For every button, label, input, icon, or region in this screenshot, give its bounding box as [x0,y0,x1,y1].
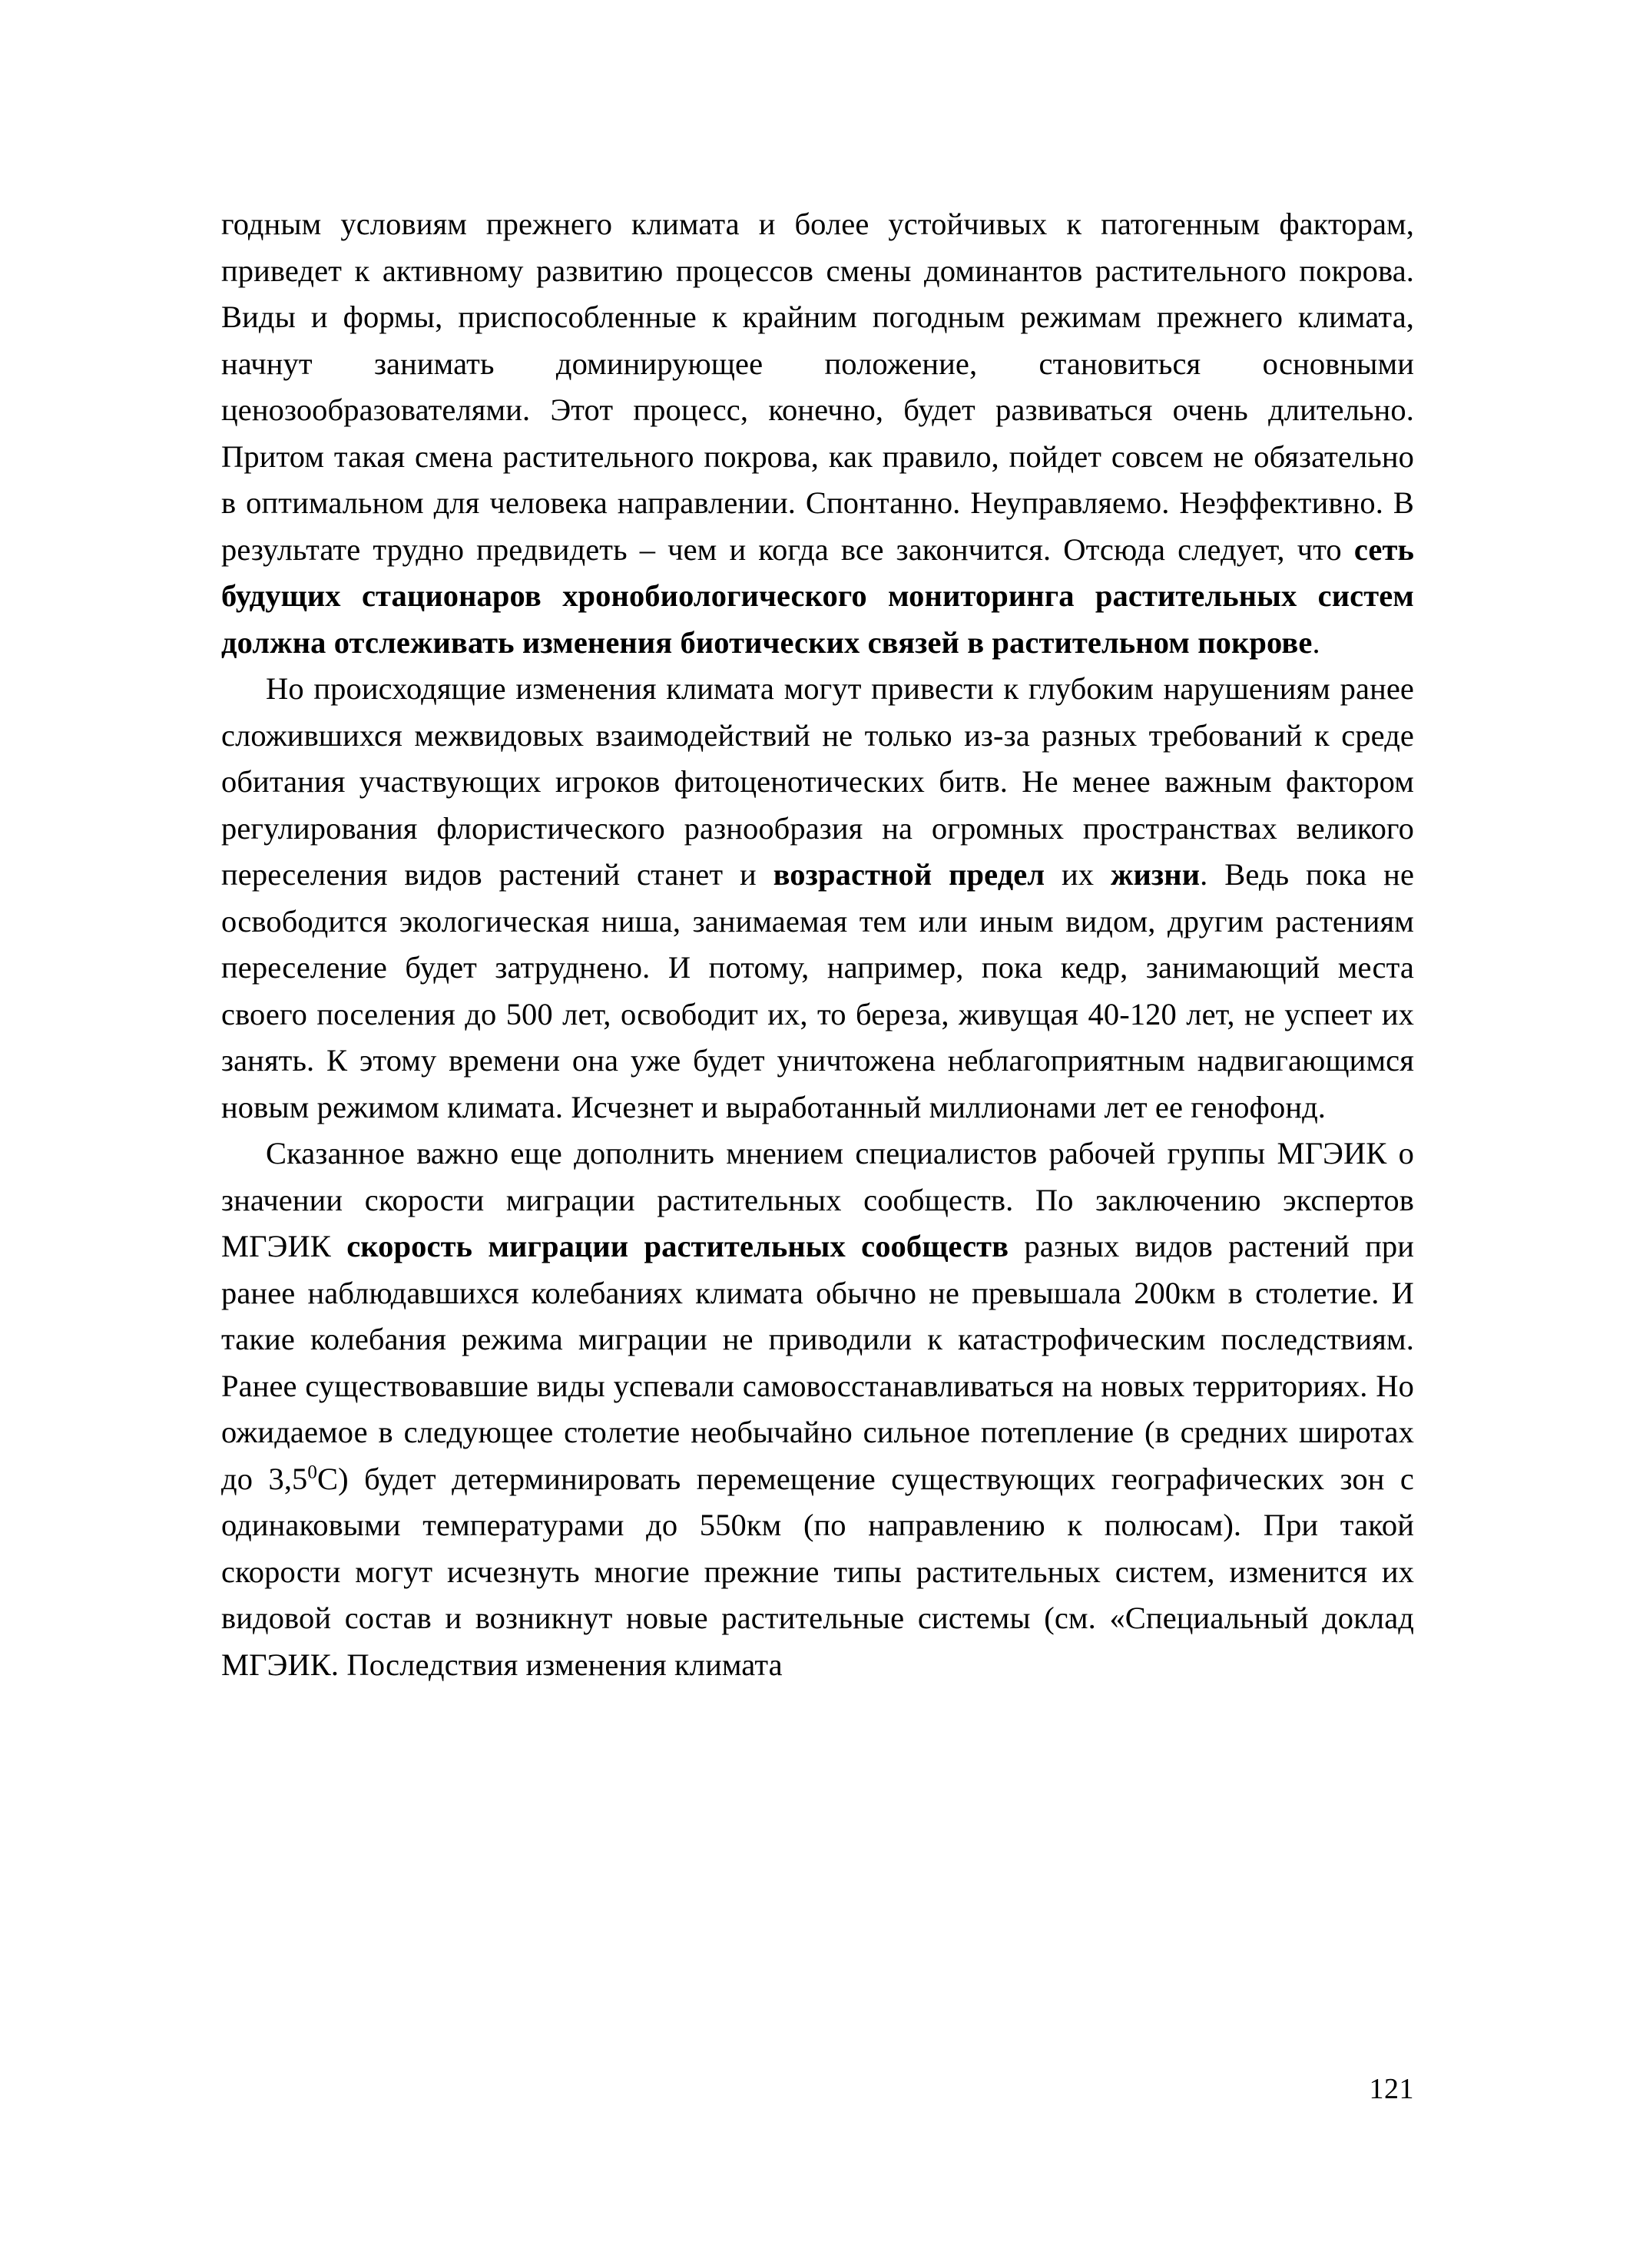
emphasis-text: жизни [1111,857,1201,892]
page-number: 121 [1369,2073,1414,2105]
body-text: С) будет детерминировать перемещение существующих географических зон с одинаковыми температурами до 550км (по направлению к полюсам). При такой скорости могут исчезнуть многие прежние типы растительных систем, изменится их видовой состав и возникнут новые растительные системы (см. «Специальный доклад МГЭИК. Последствия изменения климата [221,1461,1414,1682]
body-text: . Ведь пока не освободится экологическая ниша, занимаемая тем или иным видом, другим растениям переселение будет затруднено. И потому, например, пока кедр, занимающий места своего поселения до 500 лет, освободит их, то береза, живущая 40-120 лет, не успеет их занять. К этому времени она уже будет уничтожена неблагоприятным надвигающимся новым режимом климата. Исчезнет и выработанный миллионами лет ее генофонд. [221,857,1415,1124]
paragraph [221,666,1414,1131]
body-text: . [1312,624,1320,660]
superscript-degree: 0 [307,1462,318,1482]
body-text: Но происходящие изменения климата могут привести к глубоким нарушениям ранее сложившихся межвидовых взаимодействий не только из-за разных требований к среде обитания участвующих игроков фитоценотических битв. Не менее важным фактором регулирования флористического разнообразия на огромных пространствах великого переселения видов растений станет и [221,671,1414,892]
body-text: годным условиям прежнего климата и более устойчивых к патогенным факторам, приведет к активному развитию процессов смены доминантов растительного покрова. Виды и формы, приспособленные к крайним погодным режимам прежнего климата, начнут занимать доминирующее положение, становиться основными ценозообразователями. Этот процесс, конечно, будет развиваться очень длительно. Притом такая смена растительного покрова, как правило, пойдет совсем не обязательно в оптимальном для человека направлении. Спонтанно. Неуправляемо. Неэффективно. В результате трудно предвидеть – чем и когда все закончится. Отсюда следует, что [221,207,1414,567]
paragraph [221,201,1414,666]
emphasis-text: сеть будущих стационаров хронобиологического мониторинга растительных систем должна отслеживать изменения биотических связей в растительном покрове [221,531,1414,660]
emphasis-text: скорость миграции растительных сообществ [346,1229,1009,1263]
emphasis-text: возрастной предел [773,857,1045,892]
body-text: Сказанное важно еще дополнить мнением специалистов рабочей группы МГЭИК о значении скорости миграции растительных сообществ. По заключению экспертов МГЭИК [221,1136,1414,1263]
body-text-column [221,201,1414,1688]
body-text: разных видов растений при ранее наблюдавшихся колебаниях климата обычно не превышала 200км в столетие. И такие колебания режима миграции не приводили к катастрофическим последствиям. Ранее существовавшие виды успевали самовосстанавливаться на новых территориях. Но ожидаемое в следующее столетие необычайно сильное потепление (в средних широтах до 3,5 [221,1229,1414,1496]
body-text: их [1045,857,1111,892]
paragraph [221,1131,1414,1688]
